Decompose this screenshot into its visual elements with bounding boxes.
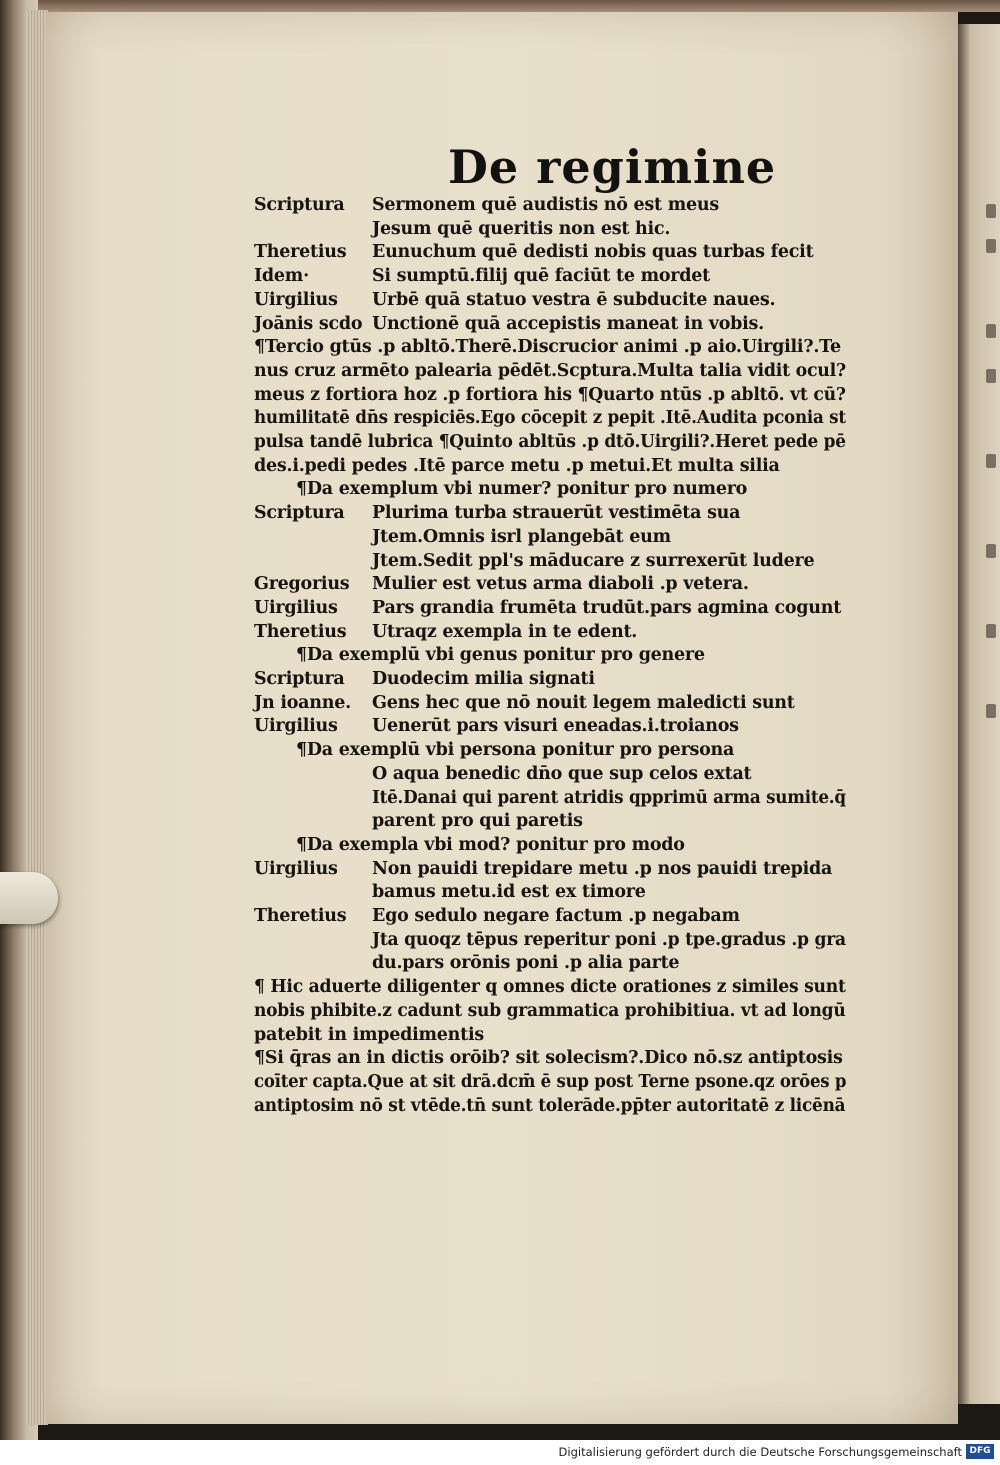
page-clip bbox=[0, 872, 58, 924]
text-line: Jta quoqz tēpus reperitur poni .p tpe.gradus .p gra bbox=[372, 929, 846, 950]
text-line: Ego sedulo negare factum .p negabam bbox=[372, 906, 740, 926]
section-heading: ¶Da exemplum vbi numer? ponitur pro numero bbox=[296, 479, 748, 500]
speaker-label: Theretius bbox=[254, 621, 347, 642]
speaker-label: Idem· bbox=[254, 266, 309, 287]
book-page bbox=[46, 12, 958, 1424]
page-title: De regimine bbox=[448, 140, 777, 194]
bleed-mark bbox=[986, 204, 996, 218]
bleed-mark bbox=[986, 239, 996, 253]
next-page-edge bbox=[958, 24, 1000, 1404]
bleed-mark bbox=[986, 454, 996, 468]
text-line: Eunuchum quē dedisti nobis quas turbas fecit bbox=[372, 242, 814, 263]
bleed-mark bbox=[986, 544, 996, 558]
text-line: Gens hec que nō nouit legem maledicti sunt bbox=[372, 692, 795, 713]
speaker-label: Gregorius bbox=[254, 574, 350, 595]
text-line: coīter capta.Que at sit drā.dcm̄ ē sup post Terne psone.qz orōes p bbox=[254, 1071, 847, 1092]
section-heading: ¶Da exempla vbi mod? ponitur pro modo bbox=[296, 834, 685, 855]
text-line: ¶ Hic aduerte diligenter q omnes dicte orationes z similes sunt bbox=[254, 977, 846, 998]
text-line: Mulier est vetus arma diaboli .p vetera. bbox=[372, 574, 749, 595]
footer-credit: Digitalisierung gefördert durch die Deutsche Forschungsgemeinschaft bbox=[558, 1445, 962, 1459]
page-edges-stack bbox=[26, 10, 48, 1425]
section-heading: ¶Da exemplū vbi persona ponitur pro persona bbox=[296, 740, 735, 761]
speaker-label: Uirgilius bbox=[254, 597, 338, 618]
text-line: ¶Si q̄ras an in dictis orōib? sit solecism?.Dico nō.sz antiptosis bbox=[254, 1048, 843, 1069]
speaker-label: Jn ioanne. bbox=[254, 692, 351, 713]
text-line: Urbē quā statuo vestra ē subducite naues. bbox=[372, 289, 776, 310]
text-line: Uenerūt pars visuri eneadas.i.troianos bbox=[372, 716, 739, 737]
text-line: humilitatē dn̄s respiciēs.Ego cōcepit z pepit .Itē.Audita pconia st bbox=[254, 408, 846, 429]
speaker-label: Uirgilius bbox=[254, 858, 338, 879]
bleed-mark bbox=[986, 324, 996, 338]
text-line: meus z fortiora hoz .p fortiora his ¶Quarto ntūs .p abltō. vt cū? bbox=[254, 384, 846, 405]
text-line: Pars grandia frumēta trudūt.pars agmina cogunt bbox=[372, 597, 842, 618]
text-line: Utraqz exempla in te edent. bbox=[372, 621, 638, 642]
text-line: Duodecim milia signati bbox=[372, 669, 595, 689]
text-line: Plurima turba strauerūt vestimēta sua bbox=[372, 503, 741, 524]
text-line: nus cruz armēto palearia pēdēt.Scptura.Multa talia vidit ocul? bbox=[254, 360, 846, 381]
text-line: Itē.Danai qui parent atridis qpprimū arma sumite.q̄ bbox=[372, 787, 846, 808]
digitization-footer bbox=[0, 1440, 1000, 1465]
binding-top-edge bbox=[0, 0, 1000, 12]
text-line: Sermonem quē audistis nō est meus bbox=[372, 195, 719, 215]
text-line: patebit in impedimentis bbox=[254, 1024, 484, 1045]
text-line: O aqua benedic dn̄o que sup celos extat bbox=[372, 763, 752, 784]
speaker-label: Scriptura bbox=[254, 669, 345, 689]
text-line: Unctionē quā accepistis maneat in vobis. bbox=[372, 313, 764, 334]
text-line: Non pauidi trepidare metu .p nos pauidi trepida bbox=[372, 858, 833, 879]
speaker-label: Uirgilius bbox=[254, 289, 338, 310]
speaker-label: Scriptura bbox=[254, 195, 345, 215]
bleed-mark bbox=[986, 704, 996, 718]
speaker-label: Scriptura bbox=[254, 503, 345, 524]
text-line: Jtem.Omnis isrl plangebāt eum bbox=[372, 526, 671, 547]
text-line: Jesum quē queritis non est hic. bbox=[372, 218, 671, 239]
bleed-mark bbox=[986, 624, 996, 638]
speaker-label: Joānis scdo bbox=[254, 313, 363, 334]
text-line: Jtem.Sedit ppl's māducare z surrexerūt ludere bbox=[372, 550, 815, 571]
text-line: ¶Tercio gtūs .p abltō.Therē.Discrucior animi .p aio.Uirgili?.Te bbox=[254, 337, 841, 358]
text-line: du.pars orōnis poni .p alia parte bbox=[372, 953, 680, 974]
text-line: des.i.pedi pedes .Itē parce metu .p metui.Et multa silia bbox=[254, 455, 780, 476]
text-line: Si sumptū.filij quē faciūt te mordet bbox=[372, 266, 710, 287]
speaker-label: Theretius bbox=[254, 906, 347, 926]
speaker-label: Theretius bbox=[254, 242, 347, 263]
text-line: pulsa tandē lubrica ¶Quinto abltūs .p dtō.Uirgili?.Heret pede pē bbox=[254, 432, 846, 452]
bleed-mark bbox=[986, 369, 996, 383]
text-line: nobis phibite.z cadunt sub grammatica prohibitiua. vt ad longū bbox=[254, 1000, 846, 1021]
text-line: bamus metu.id est ex timore bbox=[372, 882, 646, 903]
dfg-logo: DFG bbox=[966, 1444, 994, 1459]
text-line: antiptosim nō st vtēde.tn̄ sunt tolerāde.pp̄ter autoritatē z licēnā bbox=[254, 1095, 846, 1116]
text-line: parent pro qui paretis bbox=[372, 811, 583, 832]
speaker-label: Uirgilius bbox=[254, 716, 338, 737]
section-heading: ¶Da exemplū vbi genus ponitur pro genere bbox=[296, 645, 705, 666]
